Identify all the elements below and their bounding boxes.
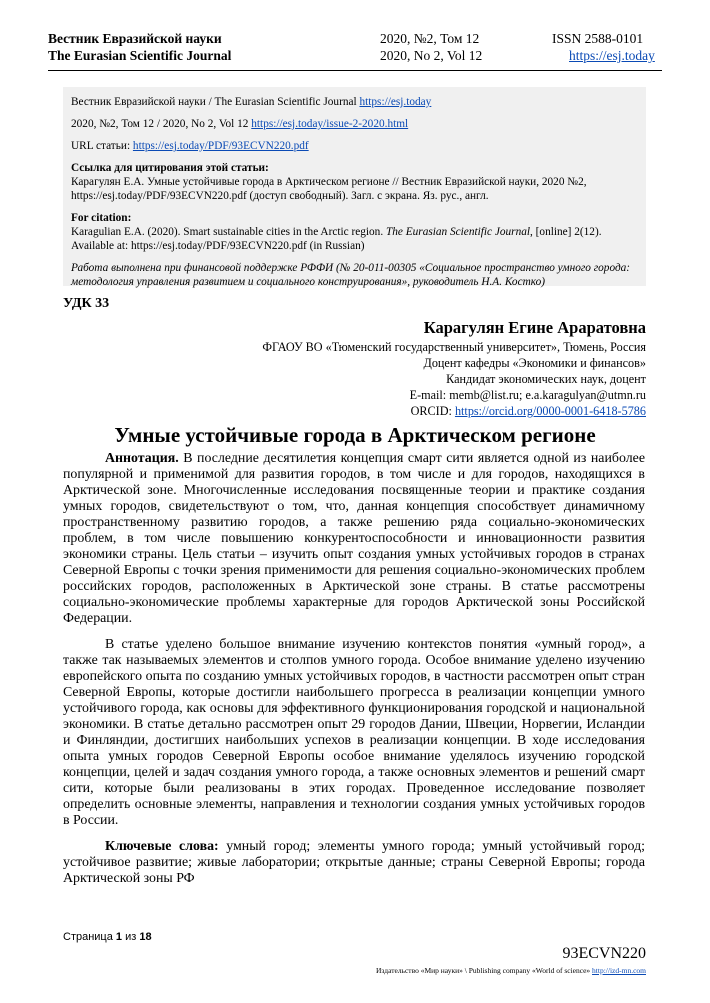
journal-title-en: The Eurasian Scientific Journal <box>48 48 232 63</box>
author-position: Доцент кафедры «Экономики и финансов» <box>423 356 646 370</box>
funding-note: Работа выполнена при финансовой поддержке РФФИ (№ 20-011-00305 «Социальное пространство умного города: методология управления развитием и социального конструирования», руководитель Н.А. Костко) <box>71 262 631 288</box>
author-name: Карагулян Егине Араратовна <box>423 318 646 337</box>
issue-ru: 2020, №2, Том 12 <box>380 31 480 46</box>
author-info <box>226 339 646 419</box>
keywords-label: Ключевые слова: <box>105 839 219 854</box>
article-code: 93ECVN220 <box>562 945 646 962</box>
orcid-link[interactable]: https://orcid.org/0000-0001-6418-5786 <box>454 404 646 418</box>
article-title: Умные устойчивые города в Арктическом регионе <box>114 423 596 447</box>
cite-ru-text: Карагулян Е.А. Умные устойчивые города в Арктическом регионе // Вестник Евразийской науки, 2020 №2, https://esj.today/PDF/93ECVN220.pdf (доступ свободный). Загл. с экрана. Яз. рус., англ. <box>71 176 587 202</box>
abstract <box>63 451 645 887</box>
author-degree: Кандидат экономических наук, доцент <box>446 372 646 386</box>
author-affiliation: ФГАОУ ВО «Тюменский государственный университет», Тюмень, Россия <box>262 340 646 354</box>
author-email: E-mail: memb@list.ru; e.a.karagulyan@utmn.ru <box>409 388 646 402</box>
publisher-link[interactable]: http://izd-mn.com <box>592 966 646 975</box>
publisher-line: Издательство «Мир науки» \ Publishing company «World of science» http://izd-mn.com <box>376 966 646 975</box>
journal-link[interactable]: https://esj.today <box>359 96 432 108</box>
article-url-line: URL статьи: https://esj.today/PDF/93ECVN220.pdf <box>71 140 309 152</box>
journal-site-link[interactable]: https://esj.today <box>569 48 655 63</box>
issue-en: 2020, No 2, Vol 12 <box>380 48 483 63</box>
keywords: Ключевые слова: умный город; элементы умного города; умный устойчивый город; устойчивое развитие; живые лаборатории; открытые данные; страны Северной Европы; города Арктической зоны РФ <box>63 839 645 886</box>
header-divider <box>48 70 662 71</box>
abstract-para-2: В статье уделено большое внимание изучению контекстов понятия «умный город», а также так называемых элементов и столпов умного города. Особое внимание уделено изучению европейского опыта по созданию умных устойчивых городов, в частности рассмотрен опыт стран Северной Европы, которые достигли наибольшего прогресса в реализации концепции умного устойчивого города, как основы для эффективного функционирования городской и национальной экономики. В статье детально рассмотрен опыт 29 городов Дании, Швеции, Норвегии, Исландии и Финляндии, достигших наибольших успехов в реализации концепции. В ходе исследования опыта умных городов Северной Европы особое внимание уделялось изучению городской концепции, целей и задач создания умного города, а также основных элементов и решений смарт сити, которые были реализованы в этих городах. Проведенное исследование позволяет определить основные элементы, направления и технологии создания умных устойчивых городов в России. <box>63 637 645 828</box>
issue-link[interactable]: https://esj.today/issue-2-2020.html <box>251 118 409 130</box>
journal-line: Вестник Евразийской науки / The Eurasian Scientific Journal https://esj.today <box>71 96 432 108</box>
page-counter: Страница 1 из 18 <box>63 931 152 943</box>
cite-en-text: Karagulian E.A. (2020). Smart sustainable cities in the Arctic region. The Eurasian Scientific Journal, [online] 2(12). Available at: https://esj.today/PDF/93ECVN220.pdf (in Russian) <box>71 226 602 252</box>
article-url-link[interactable]: https://esj.today/PDF/93ECVN220.pdf <box>132 140 309 152</box>
udk-code: УДК 33 <box>63 296 110 311</box>
cite-ru-heading: Ссылка для цитирования этой статьи: <box>71 162 269 174</box>
author-orcid: ORCID: https://orcid.org/0000-0001-6418-5786 <box>410 404 646 418</box>
citation-box <box>63 87 646 286</box>
journal-title-ru: Вестник Евразийской науки <box>48 31 222 46</box>
issn: ISSN 2588-0101 <box>552 31 644 46</box>
abstract-label: Аннотация. <box>105 451 179 466</box>
cite-en-heading: For citation: <box>71 212 132 224</box>
issue-line: 2020, №2, Том 12 / 2020, No 2, Vol 12 https://esj.today/issue-2-2020.html <box>71 118 409 130</box>
abstract-para-1: Аннотация. В последние десятилетия концепция смарт сити является одной из наиболее популярной и применимой для развития городов, в том числе и для городов, находящихся в Арктической зоне. Многочисленные исследования посвященные теории и практике создания умных городов, свидетельствуют о том, что, данная концепция способствует динамичному пространственному развитию городов, а также решению ряда социально-экономических проблем, в том числе повышению конкурентоспособности и инновационности развития экономики страны. Цель статьи – изучить опыт создания умных устойчивых городов в странах Северной Европы с точки зрения применимости для решения социально-экономических проблем российских городов, расположенных в Арктической зоне страны. В статье рассмотрены социально-экономические проблемы характерные для городов Арктической зоны Российской Федерации. <box>63 451 645 626</box>
